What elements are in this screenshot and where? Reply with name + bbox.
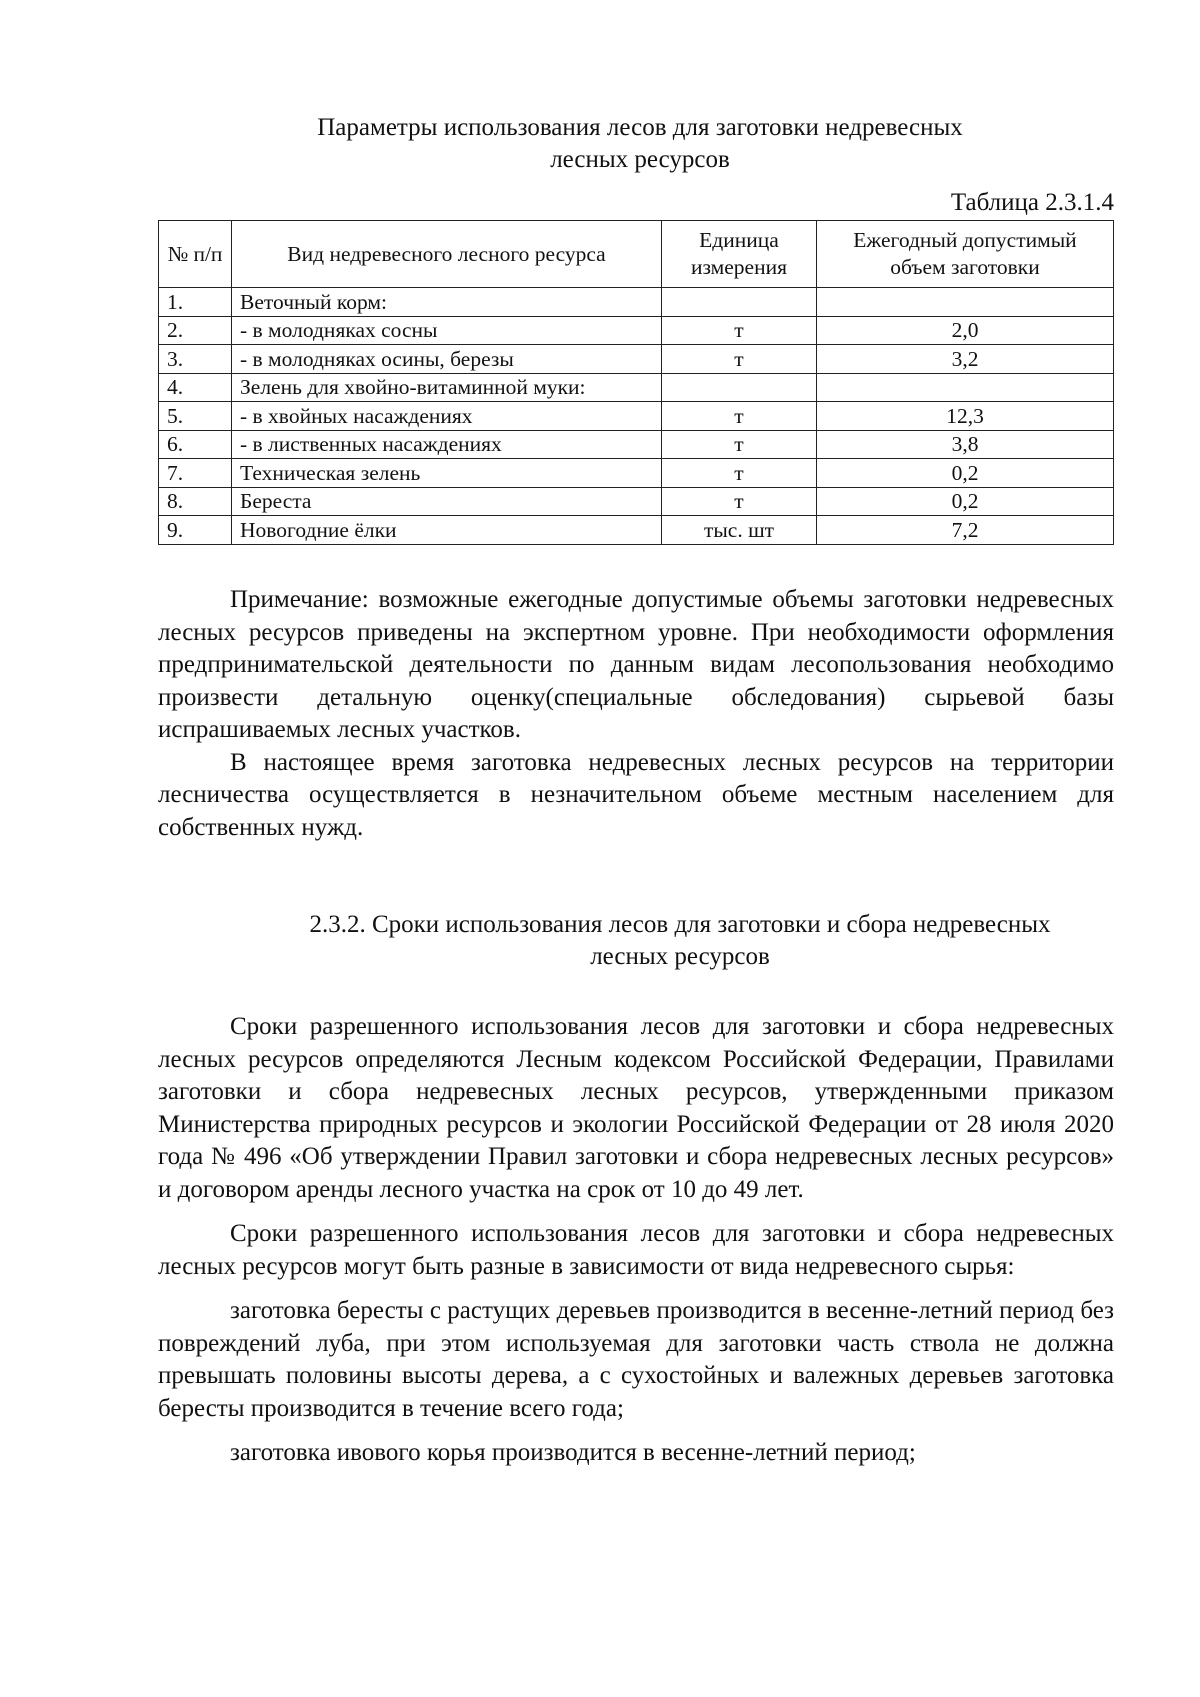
table-body — [159, 288, 1114, 545]
table-header-row — [159, 221, 1114, 288]
section-paragraph-2: Сроки разрешенного использования лесов для заготовки и сбора недревесных лесных ресурсов могут быть разные в зависимости от вида недревесного сырья: — [158, 1220, 1114, 1280]
table-row — [159, 459, 1114, 488]
table-row — [159, 487, 1114, 516]
cell-volume: 3,2 — [817, 345, 1114, 374]
section-title-line2: лесных ресурсов — [590, 943, 770, 970]
cell-name: Веточный корм: — [232, 288, 662, 317]
cell-volume: 0,2 — [817, 459, 1114, 488]
cell-num: 8. — [159, 487, 232, 516]
cell-unit: т — [662, 459, 817, 488]
section-paragraph-3: заготовка бересты с растущих деревьев производится в весенне-летний период без повреждений луба, при этом используемая для заготовки часть ствола не должна превышать половины высоты дерева, а с сухостойных и валежных деревьев заготовка бересты производится в течение всего года; — [158, 1297, 1114, 1422]
table-caption: Таблица 2.3.1.4 — [950, 189, 1114, 216]
section-body — [158, 1011, 1114, 1470]
cell-num: 2. — [159, 316, 232, 345]
cell-volume: 7,2 — [817, 516, 1114, 545]
cell-unit: т — [662, 316, 817, 345]
section-title — [200, 909, 1160, 973]
cell-num: 4. — [159, 373, 232, 402]
cell-unit — [662, 288, 817, 317]
table-title — [160, 112, 1120, 176]
cell-unit: т — [662, 430, 817, 459]
cell-num: 6. — [159, 430, 232, 459]
cell-num: 5. — [159, 402, 232, 431]
cell-unit: т — [662, 402, 817, 431]
table-row — [159, 316, 1114, 345]
cell-volume — [817, 288, 1114, 317]
table-row — [159, 430, 1114, 459]
cell-unit — [662, 373, 817, 402]
section-title-line1: 2.3.2. Сроки использования лесов для заготовки и сбора недревесных — [309, 911, 1051, 938]
note-block — [158, 584, 1114, 844]
cell-unit: т — [662, 487, 817, 516]
table-title-line1: Параметры использования лесов для заготовки недревесных — [317, 114, 963, 141]
table-row — [159, 516, 1114, 545]
table-row — [159, 402, 1114, 431]
cell-num: 1. — [159, 288, 232, 317]
table-row — [159, 373, 1114, 402]
cell-volume: 2,0 — [817, 316, 1114, 345]
cell-unit: тыс. шт — [662, 516, 817, 545]
cell-num: 9. — [159, 516, 232, 545]
section-paragraph-4: заготовка ивового корья производится в весенне-летний период; — [230, 1439, 916, 1466]
note-paragraph-1: Примечание: возможные ежегодные допустимые объемы заготовки недревесных лесных ресурсов приведены на экспертном уровне. При необходимости оформления предпринимательской деятельности по данным видам лесопользования необходимо произвести детальную оценку(специальные обследования) сырьевой базы испрашиваемых лесных участков. — [158, 586, 1114, 743]
cell-name: Техническая зелень — [232, 459, 662, 488]
cell-name: Береста — [232, 487, 662, 516]
cell-name: Новогодние ёлки — [232, 516, 662, 545]
table-title-line2: лесных ресурсов — [550, 146, 730, 173]
header-unit: Единица измерения — [662, 221, 817, 288]
cell-name: Зелень для хвойно-витаминной муки: — [232, 373, 662, 402]
cell-num: 7. — [159, 459, 232, 488]
cell-volume: 12,3 — [817, 402, 1114, 431]
table-row — [159, 288, 1114, 317]
cell-num: 3. — [159, 345, 232, 374]
header-num: № п/п — [159, 221, 232, 288]
cell-name: - в молодняках осины, березы — [232, 345, 662, 374]
section-paragraph-1: Сроки разрешенного использования лесов для заготовки и сбора недревесных лесных ресурсов определяются Лесным кодексом Российской Федерации, Правилами заготовки и сбора недревесных лесных ресурсов, утвержденными приказом Министерства природных ресурсов и экологии Российской Федерации от 28 июля 2020 года № 496 «Об утверждении Правил заготовки и сбора недревесных лесных ресурсов» и договором аренды лесного участка на срок от 10 до 49 лет. — [158, 1013, 1114, 1203]
header-name: Вид недревесного лесного ресурса — [232, 221, 662, 288]
cell-name: - в молодняках сосны — [232, 316, 662, 345]
parameters-table — [158, 220, 1114, 545]
cell-name: - в хвойных насаждениях — [232, 402, 662, 431]
cell-volume: 0,2 — [817, 487, 1114, 516]
cell-name: - в лиственных насаждениях — [232, 430, 662, 459]
header-volume: Ежегодный допустимый объем заготовки — [817, 221, 1114, 288]
table-row — [159, 345, 1114, 374]
cell-volume: 3,8 — [817, 430, 1114, 459]
note-paragraph-2: В настоящее время заготовка недревесных лесных ресурсов на территории лесничества осуществляется в незначительном объеме местным населением для собственных нужд. — [158, 748, 1114, 841]
cell-volume — [817, 373, 1114, 402]
cell-unit: т — [662, 345, 817, 374]
